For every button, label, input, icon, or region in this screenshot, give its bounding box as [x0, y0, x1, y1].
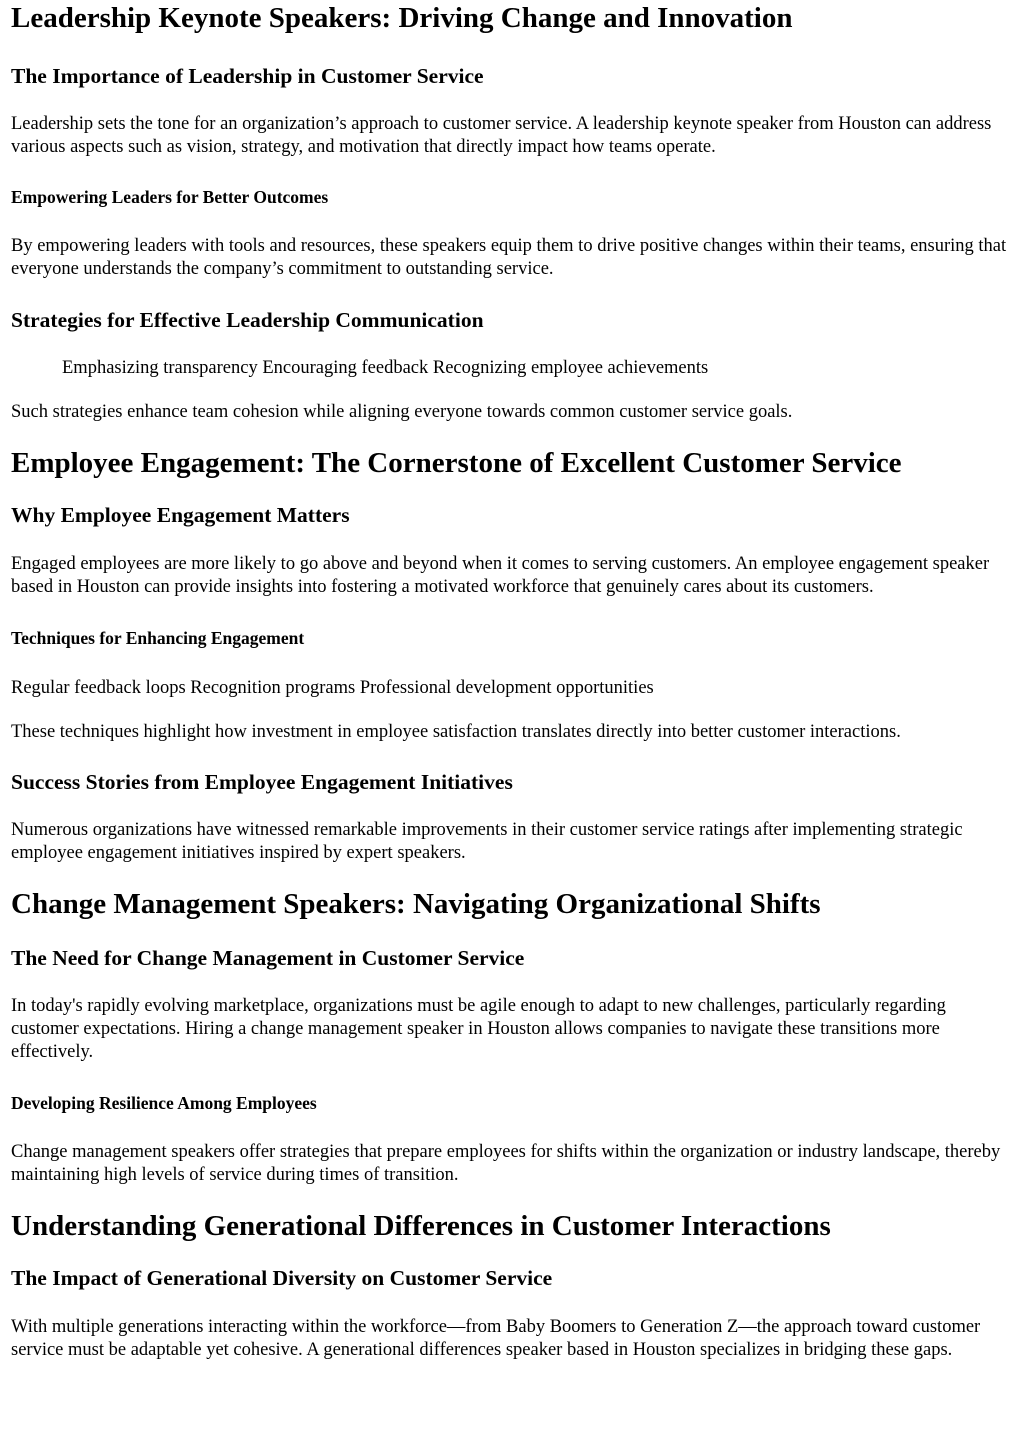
subheading-why-engagement-matters: Why Employee Engagement Matters — [11, 503, 350, 527]
subheading-generational-diversity: The Impact of Generational Diversity on Customer Service — [11, 1266, 553, 1290]
subheading-empowering-leaders: Empowering Leaders for Better Outcomes — [11, 187, 329, 207]
subheading-success-stories: Success Stories from Employee Engagement Initiatives — [11, 770, 513, 794]
section-heading-change-management: Change Management Speakers: Navigating Organizational Shifts — [11, 888, 821, 920]
subheading-need-for-change-management: The Need for Change Management in Customer Service — [11, 946, 525, 970]
subheading-developing-resilience: Developing Resilience Among Employees — [11, 1093, 317, 1113]
paragraph-engaged-employees: Engaged employees are more likely to go above and beyond when it comes to serving customers. An employee engagement speaker based in Houston can provide insights into fostering a motivated workforce that genuinely cares about its customers. — [11, 554, 990, 597]
paragraph-team-cohesion: Such strategies enhance team cohesion while aligning everyone towards common customer service goals. — [11, 402, 793, 422]
subheading-enhancing-engagement: Techniques for Enhancing Engagement — [11, 628, 305, 648]
subheading-importance-of-leadership: The Importance of Leadership in Customer Service — [11, 64, 484, 88]
paragraph-rapidly-evolving: In today's rapidly evolving marketplace, organizations must be agile enough to adapt to new challenges, particularly regarding customer expectations. Hiring a change management speaker in Houston allows companies to navigate these transitions more effectively. — [11, 996, 946, 1062]
section-heading-employee-engagement: Employee Engagement: The Cornerstone of Excellent Customer Service — [11, 447, 902, 479]
article — [11, 1, 1013, 1362]
paragraph-change-strategies: Change management speakers offer strategies that prepare employees for shifts within the organization or industry landscape, thereby maintaining high levels of service during times of transition. — [11, 1142, 1001, 1185]
paragraph-empowering-leaders: By empowering leaders with tools and resources, these speakers equip them to drive positive changes within their teams, ensuring that everyone understands the company’s commitment to outstanding service. — [11, 236, 1007, 279]
paragraph-leadership-tone: Leadership sets the tone for an organization’s approach to customer service. A leadership keynote speaker from Houston can address various aspects such as vision, strategy, and motivation that directly impact how teams operate. — [11, 114, 992, 157]
paragraph-techniques-highlight: These techniques highlight how investment in employee satisfaction translates directly into better customer interactions. — [11, 722, 901, 742]
list-communication-strategies: Emphasizing transparency Encouraging feedback Recognizing employee achievements — [62, 358, 709, 378]
section-heading-leadership: Leadership Keynote Speakers: Driving Change and Innovation — [11, 2, 793, 34]
paragraph-multiple-generations: With multiple generations interacting within the workforce—from Baby Boomers to Generation Z—the approach toward customer service must be adaptable yet cohesive. A generational differences speaker based in Houston specializes in bridging these gaps. — [11, 1317, 981, 1360]
list-engagement-techniques: Regular feedback loops Recognition programs Professional development opportunities — [11, 678, 654, 698]
section-heading-generational-differences: Understanding Generational Differences in Customer Interactions — [11, 1210, 831, 1242]
paragraph-success-stories: Numerous organizations have witnessed remarkable improvements in their customer service ratings after implementing strategic employee engagement initiatives inspired by expert speakers. — [11, 820, 963, 863]
subheading-leadership-communication: Strategies for Effective Leadership Communication — [11, 308, 484, 332]
